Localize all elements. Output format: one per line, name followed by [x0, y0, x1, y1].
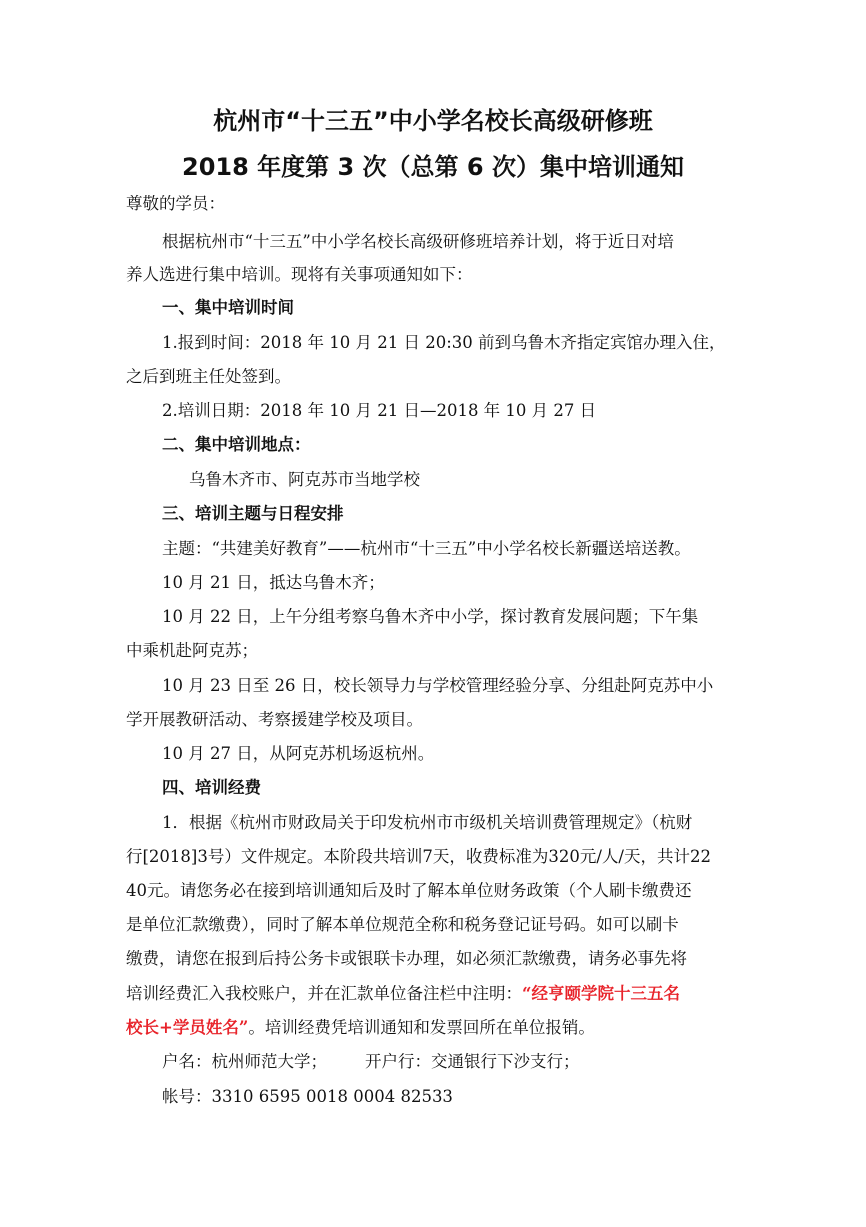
fees-paragraph-line7 [126, 1017, 595, 1039]
section-heading-training-time: 一、集中培训时间 [162, 298, 294, 317]
registration-time-line1: 1.报到时间：2018 年 10 月 21 日 20:30 前到乌鲁木齐指定宾馆办理入住， [162, 333, 726, 352]
remittance-note-highlight-part2: 校长+学员姓名” [126, 1018, 249, 1037]
fees-paragraph-line1: 1．根据《杭州市财政局关于印发杭州市市级机关培训费管理规定》（杭财 [162, 813, 693, 832]
salutation: 尊敬的学员： [126, 194, 225, 213]
training-theme: 主题：“共建美好教育”——杭州市“十三五”中小学名校长新疆送培送教。 [162, 539, 691, 558]
fees-paragraph-line6-text: 培训经费汇入我校账户，并在汇款单位备注栏中注明： [126, 984, 522, 1003]
schedule-oct22-line2: 中乘机赴阿克苏； [126, 641, 258, 660]
bank-account-name: 户名：杭州师范大学； [162, 1052, 327, 1071]
bank-account-branch: 开户行：交通银行下沙支行； [365, 1052, 580, 1071]
fees-paragraph-line7-text: 。培训经费凭培训通知和发票回所在单位报销。 [248, 1018, 595, 1037]
document-subtitle: 2018 年度第 3 次（总第 6 次）集中培训通知 [182, 153, 684, 181]
schedule-oct23-line1: 10 月 23 日至 26 日，校长领导力与学校管理经验分享、分组赴阿克苏中小 [162, 676, 714, 695]
section-heading-schedule: 三、培训主题与日程安排 [162, 504, 344, 523]
intro-paragraph-line2: 养人选进行集中培训。现将有关事项通知如下： [126, 265, 473, 284]
registration-time-line2: 之后到班主任处签到。 [126, 367, 291, 386]
fees-paragraph-line2: 行[2018]3号）文件规定。本阶段共培训7天，收费标准为320元/人/天，共计22 [126, 847, 711, 866]
training-dates: 2.培训日期：2018 年 10 月 21 日—2018 年 10 月 27 日 [162, 401, 597, 420]
training-location: 乌鲁木齐市、阿克苏市当地学校 [189, 470, 420, 489]
schedule-oct23-line2: 学开展教研活动、考察援建学校及项目。 [126, 710, 423, 729]
fees-paragraph-line3: 40元。请您务必在接到培训通知后及时了解本单位财务政策（个人刷卡缴费还 [126, 881, 692, 900]
schedule-oct21: 10 月 21 日，抵达乌鲁木齐； [162, 573, 385, 592]
fees-paragraph-line4: 是单位汇款缴费），同时了解本单位规范全称和税务登记证号码。如可以刷卡 [126, 915, 679, 934]
fees-paragraph-line6 [126, 983, 680, 1005]
section-heading-training-location: 二、集中培训地点： [162, 435, 311, 454]
bank-account-number: 帐号：3310 6595 0018 0004 82533 [162, 1087, 453, 1106]
schedule-oct22-line1: 10 月 22 日，上午分组考察乌鲁木齐中小学，探讨教育发展问题；下午集 [162, 607, 699, 626]
fees-paragraph-line5: 缴费，请您在报到后持公务卡或银联卡办理，如必须汇款缴费，请务必事先将 [126, 949, 687, 968]
document-title: 杭州市“十三五”中小学名校长高级研修班 [213, 107, 653, 135]
schedule-oct27: 10 月 27 日，从阿克苏机场返杭州。 [162, 744, 435, 763]
section-heading-fees: 四、培训经费 [162, 778, 261, 797]
intro-paragraph-line1: 根据杭州市“十三五”中小学名校长高级研修班培养计划，将于近日对培 [162, 232, 674, 251]
remittance-note-highlight-part1: “经亨颐学院十三五名 [522, 984, 680, 1003]
